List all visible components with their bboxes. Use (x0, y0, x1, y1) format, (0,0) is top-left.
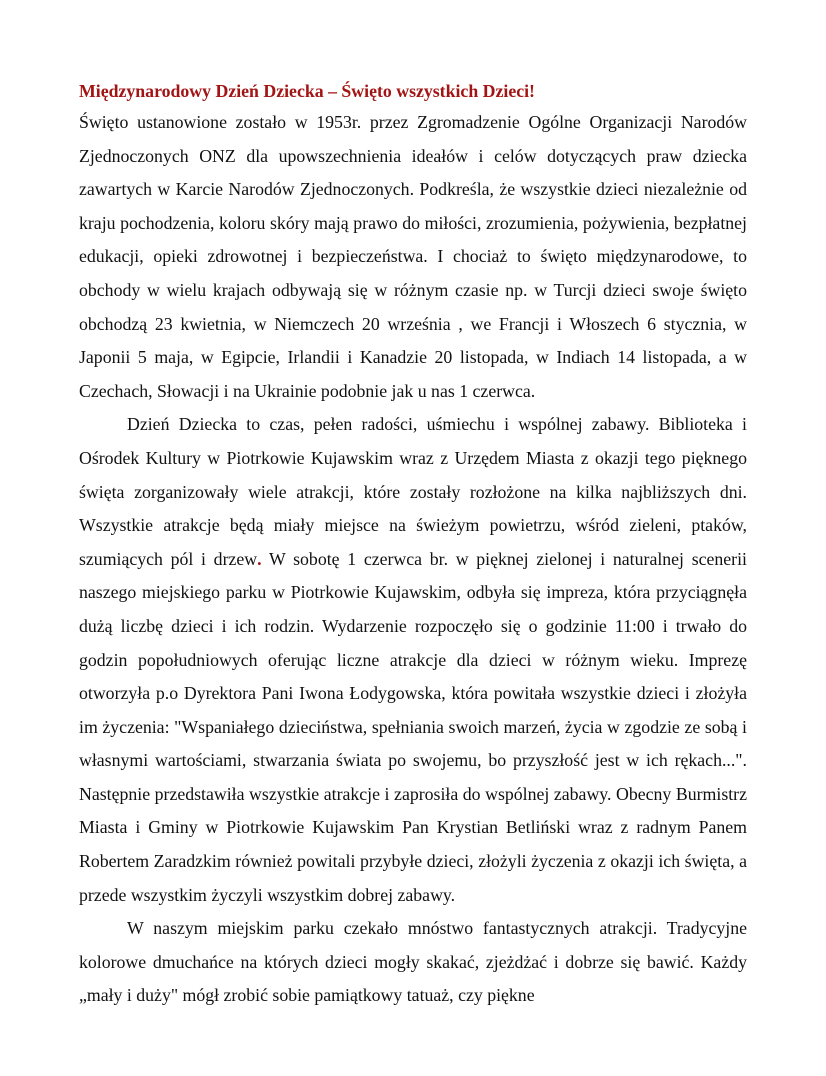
paragraph-2-text-a: Dzień Dziecka to czas, pełen radości, uśmiechu i wspólnej zabawy. Biblioteka i Ośrodek Kultury w Piotrkowie Kujawskim wraz z Urzędem Miasta z okazji tego pięknego święta zorganizowały wiele atrakcji, które zostały rozłożone na kilka najbliższych dni. Wszystkie atrakcje będą miały miejsce na świeżym powietrzu, wśród zieleni, ptaków, szumiących pól i drzew (79, 414, 747, 569)
paragraph-1: Święto ustanowione zostało w 1953r. przez Zgromadzenie Ogólne Organizacji Narodów Zjednoczonych ONZ dla upowszechnienia ideałów i celów dotyczących praw dziecka zawartych w Karcie Narodów Zjednoczonych. Podkreśla, że wszystkie dzieci niezależnie od kraju pochodzenia, koloru skóry mają prawo do miłości, zrozumienia, pożywienia, bezpłatnej edukacji, opieki zdrowotnej i bezpieczeństwa. I chociaż to święto międzynarodowe, to obchody w wielu krajach odbywają się w różnym czasie np. w Turcji dzieci swoje święto obchodzą 23 kwietnia, w Niemczech 20 września , we Francji i Włoszech 6 stycznia, w Japonii 5 maja, w Egipcie, Irlandii i Kanadzie 20 listopada, w Indiach 14 listopada, a w Czechach, Słowacji i na Ukrainie podobnie jak u nas 1 czerwca. (79, 112, 747, 401)
document-title: Międzynarodowy Dzień Dziecka – Święto wszystkich Dzieci! (79, 81, 535, 101)
document-page (79, 78, 747, 1013)
paragraph-2-red-period: . (257, 548, 262, 569)
paragraph-3: W naszym miejskim parku czekało mnóstwo fantastycznych atrakcji. Tradycyjne kolorowe dmuchańce na których dzieci mogły skakać, zjeżdżać i dobrze się bawić. Każdy „mały i duży" mógł zrobić sobie pamiątkowy tatuaż, czy piękne (79, 918, 747, 1006)
paragraph-2 (79, 408, 747, 912)
paragraph-2-text-b: W sobotę 1 czerwca br. w pięknej zielonej i naturalnej scenerii naszego miejskiego parku w Piotrkowie Kujawskim, odbyła się impreza, która przyciągnęła dużą liczbę dzieci i ich rodzin. Wydarzenie rozpoczęło się o godzinie 11:00 i trwało do godzin popołudniowych oferując liczne atrakcje dla dzieci w różnym wieku. Imprezę otworzyła p.o Dyrektora Pani Iwona Łodygowska, która powitała wszystkie dzieci i złożyła im życzenia: "Wspaniałego dzieciństwa, spełniania swoich marzeń, życia w zgodzie ze sobą i własnymi wartościami, stwarzania świata po swojemu, bo przyszłość jest w ich rękach...". Następnie przedstawiła wszystkie atrakcje i zaprosiła do wspólnej zabawy. Obecny Burmistrz Miasta i Gminy w Piotrkowie Kujawskim Pan Krystian Betliński wraz z radnym Panem Robertem Zaradzkim również powitali przybyłe dzieci, złożyli życzenia z okazji ich święta, a przede wszystkim życzyli wszystkim dobrej zabawy. (79, 548, 747, 905)
